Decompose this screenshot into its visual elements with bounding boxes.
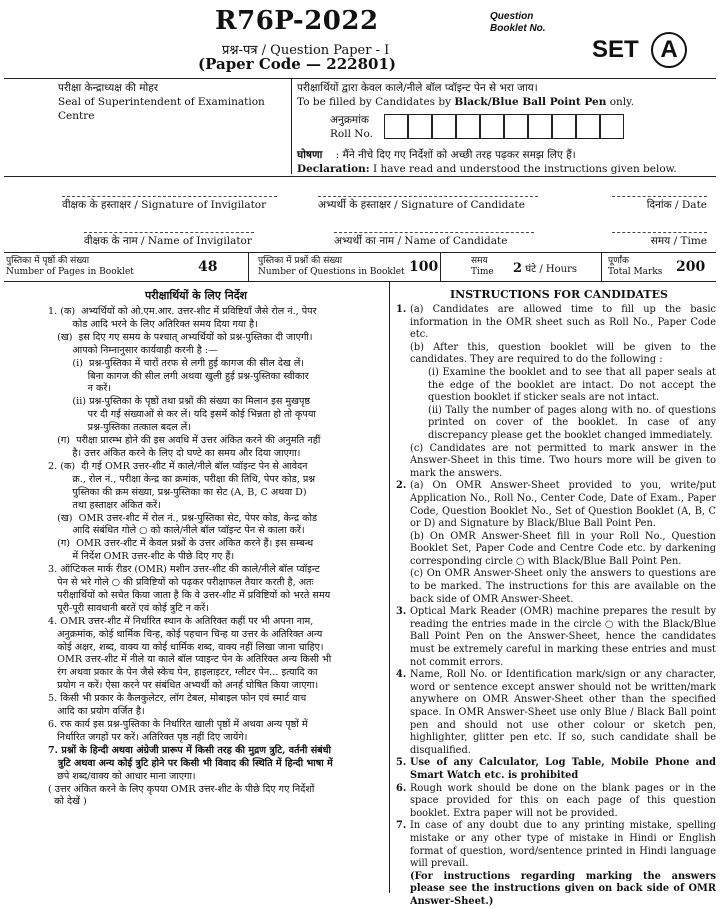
hindi-instructions — [48, 306, 388, 809]
english-instructions — [396, 304, 716, 909]
divider — [389, 281, 390, 893]
english-instruction-item: (ii) Tally the number of pages along with no. of questions printed on cover of the booklet. In case of any discrepancy please get the booklet changed immediately. — [428, 404, 716, 441]
english-instruction-item: (c) Candidates are not permitted to mark answer in the Answer-Sheet in this time. Two hours more will be given to mark the answers. — [410, 442, 716, 479]
hindi-instruction-line: (ख) इस दिए गए समय के पश्चात् अभ्यर्थियों को प्रश्न-पुस्तिका दी जाएगी। — [48, 331, 313, 343]
english-instruction-item: 2. (a) On OMR Answer-Sheet provided to you, write/put Application No., Roll No., Center Code, Date of Exam., Paper Code, Question Booklet No., Set of Question Booklet (A, B, C or D) and Signature by Black/Blue Ball Point Pen. — [396, 480, 716, 530]
hindi-instruction-line: 3. ऑप्टिकल मार्क रीडर (OMR) मशीन उत्तर-शीट की काले/नीले बॉल प्वॉइन्ट — [48, 564, 320, 576]
questions-label: पुस्तिका में प्रश्नों की संख्या Number of Questions in Booklet — [258, 256, 405, 277]
hindi-instruction-line: (i) प्रश्न-पुस्तिका में चारों तरफ से लगी हुई कागज की सील देख लें। — [48, 357, 305, 369]
hindi-instruction-line: रंग अथवा प्रकार के पेन जैसे स्केच पेन, हाइलाइटर, ग्लीटर पेन... इत्यादि का — [48, 667, 318, 679]
hindi-instruction-line: 6. रफ कार्य इस प्रश्न-पुस्तिका के निर्धारित खाली पृष्ठों में अथवा अन्य पृष्ठों में — [48, 719, 308, 730]
hindi-instruction-line: है। उत्तर अंकित करने के लिए दो घण्टे का समय और दिया जाएगा। — [48, 447, 301, 459]
hindi-instruction-line: प्रयोग न करें। ऐसा करने पर संबंधित अभ्यर्थी को अनर्ह घोषित किया जाएगा। — [48, 680, 319, 692]
hindi-instruction-line: 5. किसी भी प्रकार के कैलकुलेटर, लॉग टेबल, मोबाइल फोन एवं स्मार्ट वाच — [48, 693, 307, 705]
hindi-instruction-line: पूरी-पूरी सावधानी बरतें एवं कोई त्रुटि न करें। — [48, 602, 209, 614]
english-instruction-item: 1. (a) Candidates are allowed time to fill up the basic information in the OMR sheet such as Roll No., Paper Code etc. — [396, 304, 716, 341]
hindi-instruction-line: अनुक्रमांक, कोई धार्मिक चिन्ह, कोई पहचान चिन्ह या उत्तर के अतिरिक्त अन्य — [48, 628, 323, 640]
seal-block — [58, 81, 288, 123]
divider — [4, 281, 716, 282]
marks-value: 200 — [676, 259, 706, 275]
divider — [440, 252, 441, 281]
hindi-instruction-line: (ख) OMR उत्तर-शीट में रोल नं., प्रश्न-पुस्तिका सेट, पेपर कोड, केन्द्र कोड — [48, 512, 318, 524]
hindi-instruction-line: 1. (क) अभ्यर्थियों को ओ.एम.आर. उत्तर-शीट में प्रविष्टियाँ जैसे रोल नं., पेपर — [48, 306, 317, 317]
roll-digit-box[interactable] — [480, 114, 504, 139]
set-label: SET — [592, 36, 639, 63]
hindi-instruction-line: पर दी गई संख्याओं से कर लें। यदि इसमें कोई भिन्नता हो तो कृपया — [48, 409, 316, 421]
roll-label: अनुक्रमांक Roll No. — [330, 114, 373, 140]
candidate-signature[interactable]: अभ्यर्थी के हस्ताक्षर / Signature of Candidate — [318, 196, 538, 212]
candidate-fill-note — [297, 81, 717, 109]
paper-subtitle: प्रश्न-पत्र / Question Paper - I — [222, 43, 390, 58]
hindi-instruction-line: कोई अक्षर, शब्द, वाक्य या कोई धार्मिक शब्द, वाक्य नहीं लिखा जाना चाहिए। — [48, 641, 324, 653]
hindi-instruction-line: आदि का प्रयोग वर्जित है। — [48, 706, 145, 718]
hindi-instruction-line: तथा हस्ताक्षर अंकित करें। — [48, 499, 161, 511]
hindi-instruction-line: आदि संबंधित गोले ○ को काले/नीले बॉल प्वॉइन्ट पेन से काला करें। — [48, 525, 305, 537]
hindi-instruction-line: निर्धारित जगहों पर करें। अतिरिक्त पृष्ठ नहीं दिए जायेंगे। — [48, 731, 248, 743]
english-instruction-item: (c) On OMR Answer-Sheet only the answers to questions are to be marked. The instructions for this are available on the back side of OMR Answer-Sheet. — [410, 568, 716, 605]
hindi-instruction-line: पुस्तिका की क्रम संख्या, प्रश्न-पुस्तिका का सेट (A, B, C अथवा D) — [48, 486, 307, 498]
hindi-instruction-line: ( उत्तर अंकित करने के लिए कृपया OMR उत्तर-शीट के पीछे दिए गए निर्देशों — [48, 783, 315, 795]
seal-hindi: परीक्षा केन्द्राध्यक्ष की मोहर — [58, 82, 159, 94]
hindi-instruction-line: क्र., रोल नं., परीक्षा केन्द्र का क्रमांक, परीक्षा की तिथि, पेपर कोड, प्रश्न — [48, 473, 316, 485]
divider — [291, 78, 292, 174]
divider — [4, 78, 716, 79]
invigilator-name[interactable]: वीक्षक के नाम / Name of Invigilator — [84, 232, 254, 248]
date-field[interactable]: दिनांक / Date — [612, 196, 707, 212]
hindi-instruction-line: त्रुटि अथवा अन्य कोई त्रुटि होने पर किसी भी विवाद की स्थिति में हिन्दी भाषा में — [48, 757, 333, 769]
hindi-instruction-line: OMR उत्तर-शीट में नीले या काले बॉल प्वाइन्ट पेन के अतिरिक्त अन्य किसी भी — [48, 654, 332, 666]
hindi-instruction-line: आपको निम्नानुसार कार्यवाही करनी है :— — [48, 344, 218, 356]
fill-english: To be filled by Candidates by Black/Blue Ball Point Pen only. — [297, 96, 635, 108]
divider — [4, 252, 716, 253]
hindi-instruction-line: छपे शब्द/वाक्य को आधार माना जाएगा। — [48, 770, 196, 782]
marks-label: पूर्णांक Total Marks — [608, 256, 663, 277]
divider — [4, 176, 716, 177]
pages-value: 48 — [198, 259, 218, 275]
seal-english: Seal of Superintendent of Examination Centre — [58, 96, 265, 122]
pages-label: पुस्तिका में पृष्ठों की संख्या Number of Pages in Booklet — [6, 256, 134, 277]
divider — [248, 252, 249, 281]
english-instruction-item: 7. In case of any doubt due to any printing mistake, spelling mistake or any other type of mistake in Hindi or English format of question, word/sentence printed in Hindi language will prevail. — [396, 820, 716, 870]
paper-title: R76P-2022 — [215, 6, 379, 36]
set-value-circle: A — [651, 32, 687, 68]
english-instruction-item: 6. Rough work should be done on the blank pages or in the space provided for this on each page of this question booklet. Extra paper will not be provided. — [396, 782, 716, 819]
questions-value: 100 — [409, 259, 439, 275]
invigilator-signature[interactable]: वीक्षक के हस्ताक्षर / Signature of Invigilator — [62, 196, 277, 212]
roll-digit-box[interactable] — [528, 114, 552, 139]
hindi-instruction-line: (ii) प्रश्न-पुस्तिका के पृष्ठों तथा प्रश्नों की संख्या का मिलान इस मुखपृष्ठ — [48, 396, 311, 408]
english-instruction-item: 4. Name, Roll No. or Identification mark/sign or any character, word or sentence except answer should not be written/mark anywhere on OMR Answer-Sheet other than the specified space. In OMR Answer-Sheet use only Blue / Black Ball point pen and should not use other colour or sketch pen, highlighter, glitter pen etc. If so, such candidate shall be disqualified. — [396, 669, 716, 756]
hindi-instructions-heading: परीक्षार्थियों के लिए निर्देश — [145, 289, 248, 302]
english-instruction-item: (b) After this, question booklet will be given to the candidates. They are required to do the following : — [410, 341, 716, 366]
time-field[interactable]: समय / Time — [612, 232, 707, 248]
roll-digit-box[interactable] — [552, 114, 576, 139]
declaration: घोषणा : मैंने नीचे दिए गए निर्देशों को अच्छी तरह पढ़कर समझ लिए हैं। Declaration: I have read and understood the instructions given below. — [297, 149, 677, 175]
hindi-instruction-line: परीक्षार्थियों को सचेत किया जाता है कि वे उत्तर-शीट में प्रविष्टियों को भरते समय — [48, 589, 331, 601]
roll-digit-box[interactable] — [504, 114, 528, 139]
hindi-instruction-line: 7. प्रश्नों के हिन्दी अथवा अंग्रेजी प्रारूप में किसी तरह की मुद्रण त्रुटि, वर्तनी संबंधी — [48, 744, 332, 756]
candidate-name[interactable]: अभ्यर्थी का नाम / Name of Candidate — [334, 232, 534, 248]
roll-digit-box[interactable] — [456, 114, 480, 139]
hindi-instruction-line: 2. (क) दी गई OMR उत्तर-शीट में काले/नीले बॉल प्वॉइन्ट पेन से आवेदन — [48, 460, 308, 472]
time-value: 2 घंटे / Hours — [513, 261, 578, 276]
english-instruction-item: 5. Use of any Calculator, Log Table, Mobile Phone and Smart Watch etc. is prohibited — [396, 757, 716, 781]
roll-digit-box[interactable] — [432, 114, 456, 139]
hindi-instruction-line: प्रश्न-पुस्तिका तत्काल बदल लें। — [48, 422, 191, 434]
hindi-instruction-line: बिना कागज की सील लगी अथवा खुली हुई प्रश्न-पुस्तिका स्वीकार — [48, 370, 309, 382]
roll-digit-box[interactable] — [600, 114, 624, 139]
hindi-instruction-line: न करें। — [48, 383, 111, 395]
roll-digit-box[interactable] — [384, 114, 408, 139]
question-booklet-no-label: Question Booklet No. — [490, 11, 546, 34]
hindi-instruction-line: को देखें ) — [48, 796, 87, 808]
fill-hindi: परीक्षार्थियों द्वारा केवल काले/नीले बॉल प्वॉइन्ट पेन से भरा जाय। — [297, 82, 538, 94]
hindi-instruction-line: में निर्देश OMR उत्तर-शीट के पीछे दिए गए हैं। — [48, 551, 235, 563]
english-instruction-item: (For instructions regarding marking the answers please see the instructions given on back side of OMR Answer-Sheet.) — [410, 870, 716, 907]
english-instruction-item: (b) On OMR Answer-Sheet fill in your Roll No., Question Booklet Set, Paper Code and Centre Code etc. by darkening corresponding circle ○ with Black/Blue Ball Point Pen. — [410, 530, 716, 567]
hindi-instruction-line: 4. OMR उत्तर-शीट में निर्धारित स्थान के अतिरिक्त कहीं पर भी अपना नाम, — [48, 615, 314, 627]
english-instruction-item: (i) Examine the booklet and to see that all paper seals at the edge of the booklet are intact. Do not accept the question booklet if sticker seals are not intact. — [428, 366, 716, 404]
hindi-instruction-line: कोड आदि भरने के लिए अतिरिक्त समय दिया गया है। — [48, 318, 258, 330]
time-label: समय Time — [471, 256, 494, 277]
paper-code: (Paper Code — 222801) — [198, 55, 396, 73]
roll-digit-box[interactable] — [576, 114, 600, 139]
english-instruction-item: 3. Optical Mark Reader (OMR) machine prepares the result by reading the entries made in the circle ○ with the Black/Blue Ball Point Pen on the Answer-Sheet, hence the candidates must be extremely careful in marking these entries and must not commit errors. — [396, 606, 716, 668]
divider — [601, 252, 602, 281]
hindi-instruction-line: (ग) परीक्षा प्रारम्भ होने की इस अवधि में उत्तर अंकित करने की अनुमति नहीं — [48, 435, 321, 447]
roll-digit-box[interactable] — [408, 114, 432, 139]
hindi-instruction-line: (ग) OMR उत्तर-शीट में केवल प्रश्नों के उत्तर अंकित करने हैं। इस सम्बन्ध — [48, 538, 314, 550]
hindi-instruction-line: पेन से भरे गोले ○ की प्रविष्टियों को पढ़कर परीक्षाफल तैयार करती है, अतः — [48, 577, 314, 589]
english-instructions-heading: INSTRUCTIONS FOR CANDIDATES — [450, 288, 668, 301]
